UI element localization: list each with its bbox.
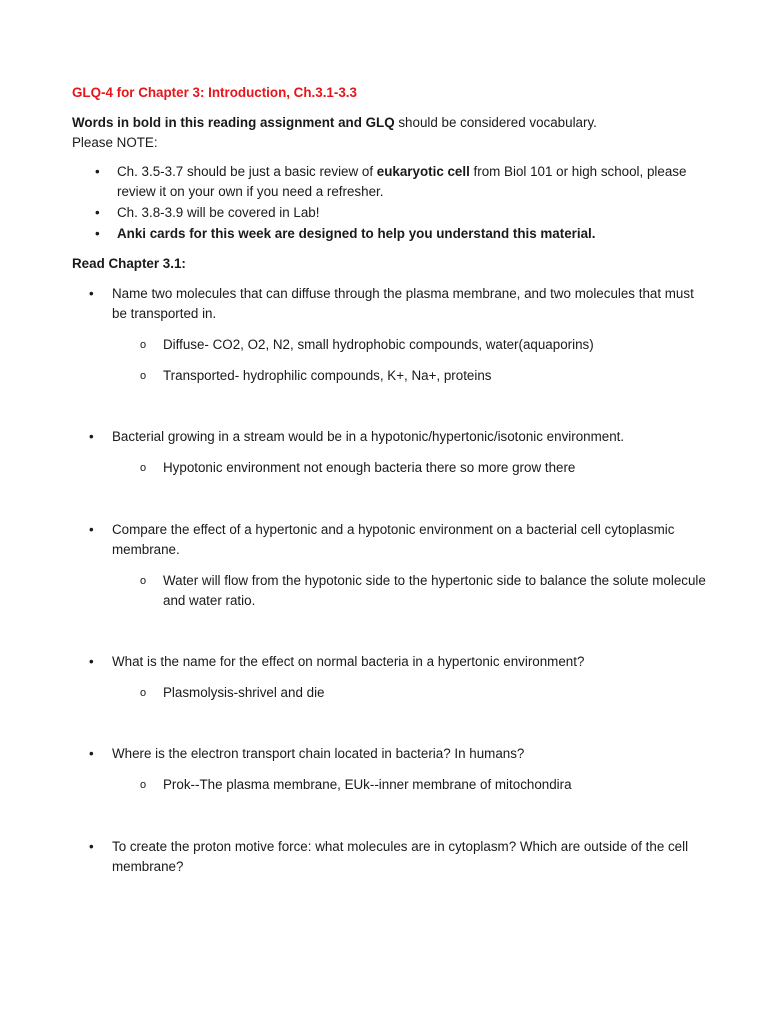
question-text: Compare the effect of a hypertonic and a hypotonic environment on a bacterial cell cytoplasmic membrane. <box>112 522 675 557</box>
question-item <box>72 520 712 560</box>
question-text: Name two molecules that can diffuse through the plasma membrane, and two molecules that must be transported in. <box>112 286 694 321</box>
question-text: What is the name for the effect on normal bacteria in a hypertonic environment? <box>112 654 585 669</box>
bullet-icon: • <box>89 654 94 669</box>
question-item <box>72 744 712 764</box>
answer-text: Prok--The plasma membrane, EUk--inner membrane of mitochondira <box>163 777 572 792</box>
bullet-icon: • <box>89 746 94 761</box>
answer-item <box>72 571 712 611</box>
intro-bold: Words in bold in this reading assignment and GLQ <box>72 115 395 130</box>
note-item: • Ch. 3.8-3.9 will be covered in Lab! <box>72 203 712 223</box>
question-item <box>72 837 712 877</box>
answer-text: Transported- hydrophilic compounds, K+, Na+, proteins <box>163 368 492 383</box>
circle-bullet-icon: o <box>140 779 147 791</box>
circle-bullet-icon: o <box>140 687 147 699</box>
bullet-icon: • <box>95 164 100 179</box>
bullet-icon: • <box>89 522 94 537</box>
circle-bullet-icon: o <box>140 370 147 382</box>
intro-rest: should be considered vocabulary. <box>394 115 597 130</box>
document-page <box>72 83 712 877</box>
answer-text: Water will flow from the hypotonic side to the hypertonic side to balance the solute molecule and water ratio. <box>163 573 706 608</box>
question-text: Bacterial growing in a stream would be in a hypotonic/hypertonic/isotonic environment. <box>112 429 625 444</box>
answer-item <box>72 683 712 703</box>
answer-text: Hypotonic environment not enough bacteria there so more grow there <box>163 460 576 475</box>
question-item <box>72 427 712 447</box>
page-title: GLQ-4 for Chapter 3: Introduction, Ch.3.1-3.3 <box>72 85 357 100</box>
bullet-icon: • <box>95 226 100 241</box>
answer-text: Diffuse- CO2, O2, N2, small hydrophobic compounds, water(aquaporins) <box>163 337 594 352</box>
question-item <box>72 284 712 324</box>
bullet-icon: • <box>95 205 100 220</box>
question-text: To create the proton motive force: what molecules are in cytoplasm? Which are outside of the cell membrane? <box>112 839 689 874</box>
intro-line <box>72 113 712 133</box>
answer-item <box>72 458 712 478</box>
bullet-icon: • <box>89 286 94 301</box>
answer-item <box>72 775 712 795</box>
note-label: Please NOTE: <box>72 135 158 150</box>
circle-bullet-icon: o <box>140 462 147 474</box>
answer-item <box>72 335 712 355</box>
note-item: • Anki cards for this week are designed to help you understand this material. <box>72 224 712 244</box>
question-text: Where is the electron transport chain located in bacteria? In humans? <box>112 746 525 761</box>
circle-bullet-icon: o <box>140 339 147 351</box>
circle-bullet-icon: o <box>140 575 147 587</box>
answer-text: Plasmolysis-shrivel and die <box>163 685 325 700</box>
answer-item <box>72 366 712 386</box>
question-item <box>72 652 712 672</box>
notes-list <box>72 162 712 244</box>
note-item: • Ch. 3.5-3.7 should be just a basic review of eukaryotic cell from Biol 101 or high school, please review it on your own if you need a refresher. <box>95 164 687 199</box>
bullet-icon: • <box>89 839 94 854</box>
bullet-icon: • <box>89 429 94 444</box>
section-heading: Read Chapter 3.1: <box>72 256 186 271</box>
